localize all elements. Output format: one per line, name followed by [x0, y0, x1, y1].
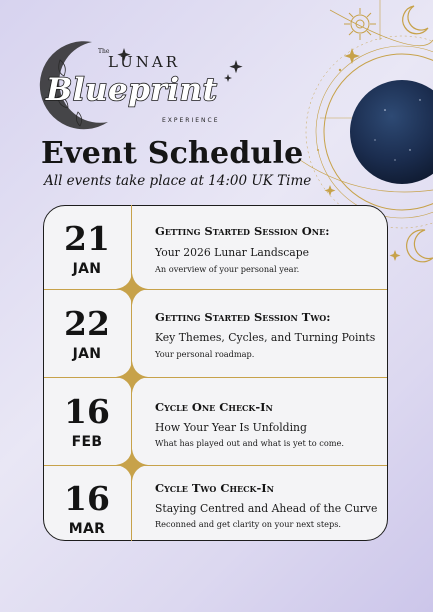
sun-icon: [344, 8, 376, 40]
page-subtitle: All events take place at 14:00 UK Time: [44, 173, 312, 189]
event-month: JAN: [72, 346, 102, 362]
brand-the: The: [98, 48, 110, 55]
event-description: What has played out and what is yet to come.: [155, 438, 344, 448]
event-day: 22: [64, 304, 110, 343]
event-subtitle: Your 2026 Lunar Landscape: [155, 246, 310, 259]
diamond-star-icon: [115, 360, 149, 394]
event-day: 16: [64, 392, 110, 431]
event-title: Getting Started Session One:: [155, 224, 330, 238]
row-divider: [44, 289, 387, 290]
event-description: Your personal roadmap.: [155, 349, 255, 359]
row-divider: [44, 465, 387, 466]
event-month: MAR: [68, 521, 106, 537]
planet-icon: [350, 80, 433, 184]
event-description: Reconned and get clarity on your next steps.: [155, 519, 342, 529]
event-subtitle: How Your Year Is Unfolding: [155, 421, 307, 434]
diamond-star-icon: [115, 272, 149, 306]
event-title: Getting Started Session Two:: [155, 310, 331, 324]
brand-experience: EXPERIENCE: [162, 117, 220, 124]
event-day: 16: [64, 479, 110, 518]
brand-lunar: LUNAR: [108, 53, 181, 71]
row-divider: [44, 377, 387, 378]
diamond-star-icon: [115, 448, 149, 482]
event-day: 21: [64, 219, 110, 258]
event-description: An overview of your personal year.: [155, 264, 300, 274]
event-title: Cycle Two Check-In: [155, 481, 274, 495]
event-subtitle: Key Themes, Cycles, and Turning Points: [155, 331, 376, 344]
event-title: Cycle One Check-In: [155, 400, 273, 414]
event-subtitle: Staying Centred and Ahead of the Curve: [155, 502, 378, 515]
brand-blueprint: Blueprint: [46, 72, 218, 108]
event-month: FEB: [71, 434, 103, 450]
page-title: Event Schedule: [41, 136, 304, 171]
moon-icon: [403, 6, 428, 34]
event-month: JAN: [72, 261, 102, 277]
